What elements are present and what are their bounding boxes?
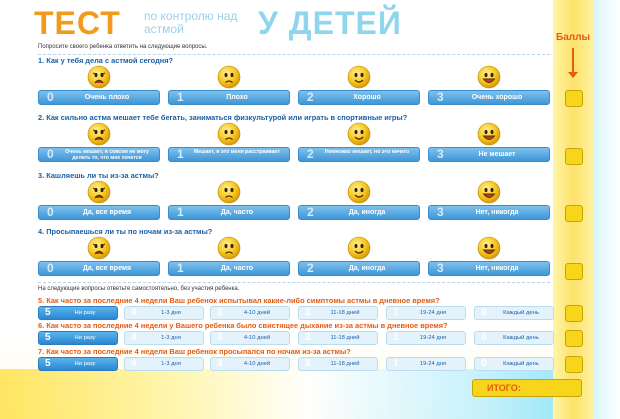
answer-label: 1-3 дня [161,361,181,367]
answer-score: 2 [307,147,314,161]
answer-option[interactable] [210,357,290,371]
answer-score: 2 [307,261,314,275]
answer-score: 2 [305,307,311,318]
score-input-box[interactable] [565,330,583,347]
answer-score: 2 [307,205,314,219]
answer-label: Ни разу [74,361,96,367]
very-happy-face-icon [477,236,501,260]
answer-label: Мешает, и это меня расстраивает [193,149,281,155]
answer-label: Да, иногда [348,265,386,272]
answer-option[interactable] [210,306,290,320]
answer-label: 19-24 дня [419,310,447,316]
score-input-box[interactable] [565,305,583,322]
answer-label: Да, все время [82,265,132,272]
answer-score: 1 [177,261,184,275]
answer-label: Не мешает [478,151,516,158]
answer-option[interactable] [38,357,118,371]
answer-option[interactable] [124,357,204,371]
total-label: ИТОГО: [487,383,521,393]
answer-label: 4-10 дней [243,310,271,316]
answer-score: 3 [437,205,444,219]
answer-label: 4-10 дней [243,335,271,341]
answer-label: Да, иногда [348,209,386,216]
divider [38,282,550,283]
very-sad-face-icon [87,122,111,146]
answer-option[interactable] [474,357,554,371]
happy-face-icon [347,236,371,260]
score-arrow-head [568,72,578,78]
answer-label: Да, все время [82,209,132,216]
answer-score: 2 [305,358,311,369]
answer-option[interactable] [474,306,554,320]
answer-score: 2 [305,332,311,343]
very-sad-face-icon [87,65,111,89]
answer-option[interactable] [38,331,118,345]
answer-label: Очень хорошо [471,94,523,101]
answer-label: Нет, никогда [475,265,519,272]
answer-option[interactable] [38,90,160,105]
answer-score: 3 [437,90,444,104]
answer-option[interactable] [298,90,420,105]
answer-option[interactable] [298,205,420,220]
very-happy-face-icon [477,65,501,89]
answer-option[interactable] [298,357,378,371]
answer-score: 3 [217,307,223,318]
very-sad-face-icon [87,180,111,204]
question-text: 1. Как у тебя дела с астмой сегодня? [38,56,174,65]
answer-score: 5 [45,358,51,369]
answer-label: Очень плохо [84,94,130,101]
answer-label: Ни разу [74,335,96,341]
answer-option[interactable] [298,331,378,345]
answer-label: Каждый день [503,361,539,367]
answer-score: 1 [393,358,399,369]
answer-score: 4 [131,332,137,343]
answer-label: Каждый день [503,310,539,316]
answer-label: Да, часто [220,209,254,216]
answer-label: 1-3 дня [161,310,181,316]
answer-score: 3 [217,332,223,343]
answer-score: 1 [177,147,184,161]
answer-score: 3 [217,358,223,369]
answer-label: 11-18 дней [330,335,360,341]
total-field[interactable] [472,379,582,397]
score-header: Баллы [556,32,590,43]
sad-face-icon [217,236,241,260]
answer-option[interactable] [38,147,160,162]
answer-score: 1 [393,332,399,343]
answer-option[interactable] [428,261,550,276]
page-title [34,4,434,40]
intro-child: Попросите своего ребенка ответить на следующие вопросы. [38,44,208,50]
intro-parent: На следующие вопросы ответьте самостоятельно, без участия ребенка. [38,286,240,292]
question-text: 5. Как часто за последние 4 недели Ваш ребенок испытывал какие-либо симптомы астмы в дневное время? [38,296,440,305]
answer-option[interactable] [298,261,420,276]
answer-label: Нет, никогда [475,209,519,216]
answer-option[interactable] [38,205,160,220]
answer-score: 1 [177,90,184,104]
answer-score: 4 [131,358,137,369]
answer-option[interactable] [386,357,466,371]
sad-face-icon [217,122,241,146]
answer-option[interactable] [38,306,118,320]
title-children: У ДЕТЕЙ [258,5,402,41]
score-arrow-icon [572,48,574,74]
score-input-box[interactable] [565,148,583,165]
very-sad-face-icon [87,236,111,260]
sad-face-icon [217,180,241,204]
answer-label: Каждый день [503,335,539,341]
answer-score: 5 [45,332,51,343]
answer-label: 4-10 дней [243,361,271,367]
answer-score: 0 [47,147,54,161]
answer-label: Очень мешает, я совсем не могу делать то, что мне хочется [65,149,149,161]
answer-score: 2 [307,90,314,104]
question-text: 3. Кашляешь ли ты из-за астмы? [38,171,159,180]
answer-score: 0 [481,332,487,343]
title-test: ТЕСТ [34,5,121,41]
answer-option[interactable] [38,261,160,276]
right-gradient [593,0,620,419]
answer-option[interactable] [428,90,550,105]
answer-label: Да, часто [220,265,254,272]
answer-option[interactable] [298,306,378,320]
answer-option[interactable] [298,147,420,162]
answer-score: 3 [437,261,444,275]
answer-option[interactable] [168,261,290,276]
question-text: 7. Как часто за последние 4 недели Ваш ребенок просыпался по ночам из-за астмы? [38,347,351,356]
answer-label: Немножко мешает, но это ничего [324,149,410,155]
answer-option[interactable] [474,331,554,345]
very-happy-face-icon [477,180,501,204]
answer-option[interactable] [428,147,550,162]
answer-score: 1 [393,307,399,318]
answer-option[interactable] [428,205,550,220]
happy-face-icon [347,122,371,146]
score-input-box[interactable] [565,263,583,280]
answer-score: 0 [47,205,54,219]
sad-face-icon [217,65,241,89]
answer-option[interactable] [168,90,290,105]
happy-face-icon [347,65,371,89]
answer-score: 4 [131,307,137,318]
score-input-box[interactable] [565,205,583,222]
answer-option[interactable] [168,147,290,162]
score-input-box[interactable] [565,90,583,107]
question-text: 2. Как сильно астма мешает тебе бегать, заниматься физкультурой или играть в спортивные игры? [38,113,408,122]
title-subtitle: по контролю над астмой [144,9,238,36]
answer-score: 0 [481,358,487,369]
answer-option[interactable] [386,306,466,320]
answer-label: 11-18 дней [330,361,360,367]
question-text: 6. Как часто за последние 4 недели у Вашего ребенка было свистящее дыхание из-за астмы в дневное время? [38,321,448,330]
question-text: 4. Просыпаешься ли ты по ночам из-за астмы? [38,227,213,236]
answer-label: Хорошо [353,94,381,101]
answer-option[interactable] [210,331,290,345]
answer-label: Плохо [226,94,248,101]
answer-option[interactable] [124,331,204,345]
answer-option[interactable] [386,331,466,345]
answer-label: 19-24 дня [419,335,447,341]
answer-option[interactable] [168,205,290,220]
answer-label: Ни разу [74,310,96,316]
happy-face-icon [347,180,371,204]
answer-label: 11-18 дней [330,310,360,316]
answer-score: 1 [177,205,184,219]
answer-score: 3 [437,147,444,161]
answer-score: 5 [45,307,51,318]
answer-score: 0 [47,90,54,104]
answer-score: 0 [47,261,54,275]
answer-label: 1-3 дня [161,335,181,341]
score-input-box[interactable] [565,356,583,373]
answer-score: 0 [481,307,487,318]
answer-option[interactable] [124,306,204,320]
answer-label: 19-24 дня [419,361,447,367]
very-happy-face-icon [477,122,501,146]
divider [38,54,550,55]
